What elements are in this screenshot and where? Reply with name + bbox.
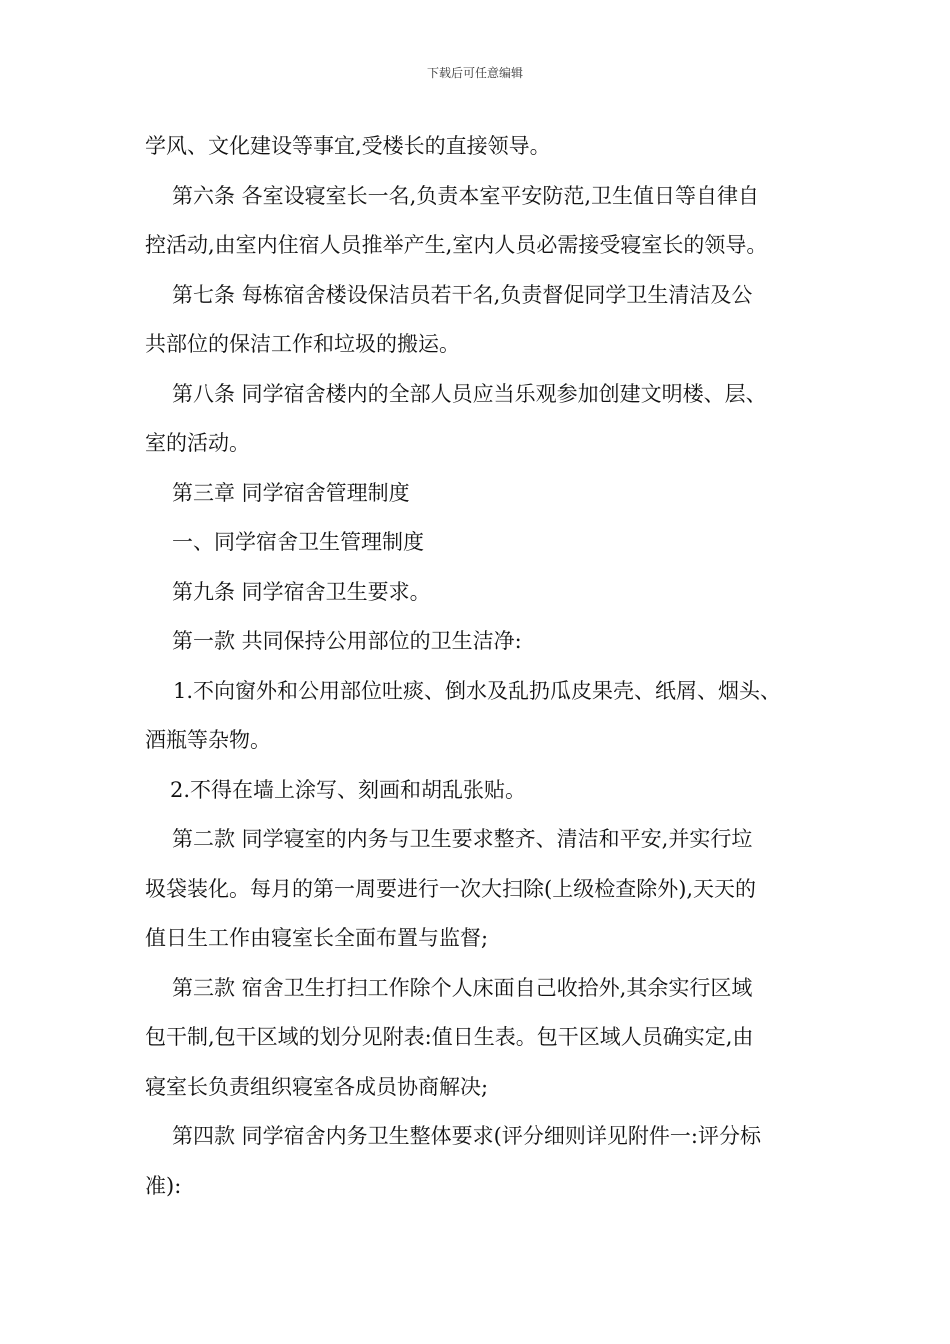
section-heading: 一、同学宿舍卫生管理制度 xyxy=(172,530,424,554)
paragraph-line: 第七条 每栋宿舍楼设保洁员若干名,负责督促同学卫生清洁及公 xyxy=(172,282,753,307)
paragraph-line: 圾袋装化。每月的第一周要进行一次大扫除(上级检查除外),天天的 xyxy=(145,876,757,901)
document-body xyxy=(145,122,825,1211)
paragraph-line: 寝室长负责组织寝室各成员协商解决; xyxy=(145,1074,489,1099)
paragraph-line: 第四款 同学宿舍内务卫生整体要求(评分细则详见附件一:评分标 xyxy=(172,1124,761,1148)
chapter-heading: 第三章 同学宿舍管理制度 xyxy=(172,480,410,505)
list-item-line: 2.不得在墙上涂写、刻画和胡乱张贴。 xyxy=(170,777,527,802)
page-header: 下载后可任意编辑 xyxy=(426,66,523,80)
paragraph-line: 第一款 共同保持公用部位的卫生洁净: xyxy=(172,629,522,653)
paragraph-line: 第二款 同学寝室的内务与卫生要求整齐、清洁和平安,并实行垃 xyxy=(172,827,753,851)
paragraph-line: 第三款 宿舍卫生打扫工作除个人床面自己收拾外,其余实行区域 xyxy=(172,975,753,1000)
paragraph-line: 值日生工作由寝室长全面布置与监督; xyxy=(145,926,489,950)
paragraph-line: 控活动,由室内住宿人员推举产生,室内人员必需接受寝室长的领导。 xyxy=(145,233,768,257)
paragraph-line: 准): xyxy=(145,1173,182,1198)
paragraph-line: 学风、文化建设等事宜,受楼长的直接领导。 xyxy=(145,134,551,158)
list-item-line: 酒瓶等杂物。 xyxy=(145,728,271,752)
paragraph-line: 包干制,包干区域的划分见附表:值日生表。包干区域人员确实定,由 xyxy=(145,1025,754,1049)
paragraph-line: 室的活动。 xyxy=(145,431,250,455)
list-item-line: 1.不向窗外和公用部位吐痰、倒水及乱扔瓜皮果壳、纸屑、烟头、 xyxy=(173,678,782,703)
paragraph-line: 共部位的保洁工作和垃圾的搬运。 xyxy=(145,332,460,356)
paragraph-line: 第八条 同学宿舍楼内的全部人员应当乐观参加创建文明楼、层、 xyxy=(172,381,767,406)
paragraph-line: 第九条 同学宿舍卫生要求。 xyxy=(172,579,431,604)
paragraph-line: 第六条 各室设寝室长一名,负责本室平安防范,卫生值日等自律自 xyxy=(172,183,760,208)
